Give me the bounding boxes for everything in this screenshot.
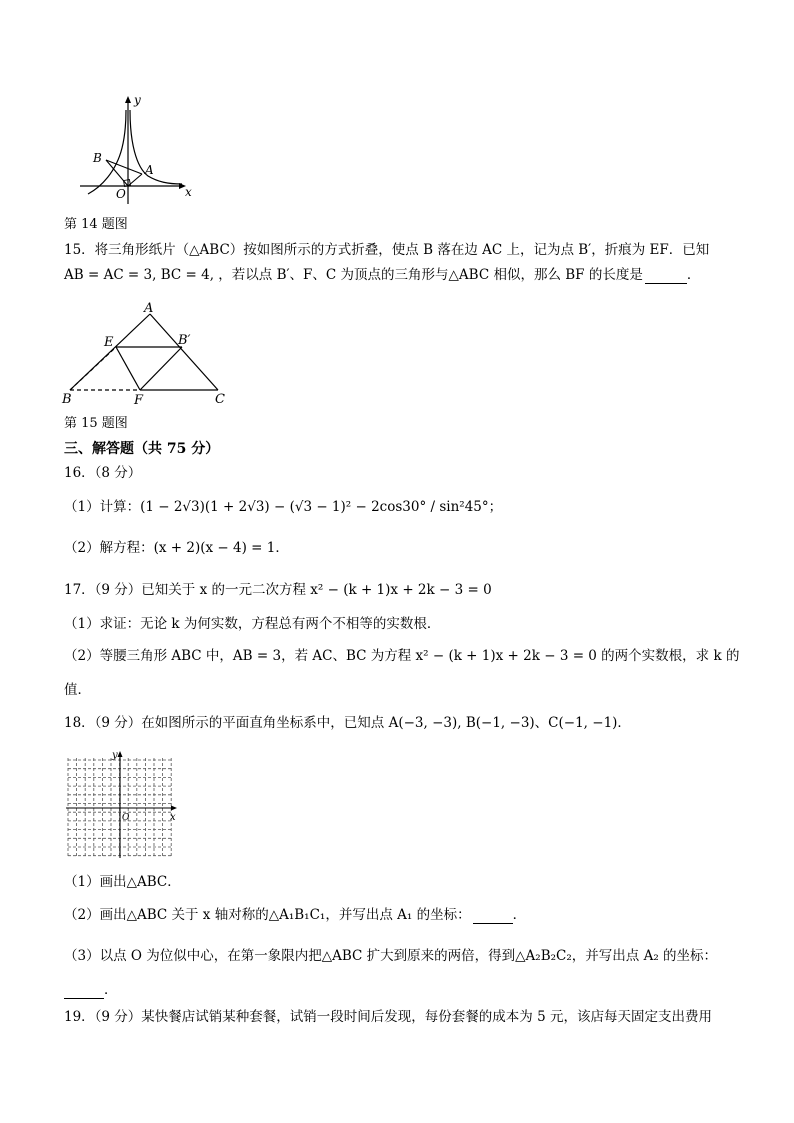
fig14-y-arrow	[125, 96, 131, 103]
q18-coordinate-grid	[62, 748, 180, 862]
figure-15	[60, 300, 236, 408]
fig15-label-e: E	[104, 335, 114, 350]
q18-x-arrow	[171, 806, 177, 811]
fig14-caption: 第 14 题图	[64, 217, 128, 232]
q18-grid-x-label: x	[170, 812, 176, 823]
fig15-label-b-prime: B′	[178, 333, 191, 348]
q15-line-2-end: ．	[686, 267, 701, 283]
q15-line-2-text: AB = AC = 3, BC = 4, ，若以点 B′、F、C 为顶点的三角形与△ABC 相似，那么 BF 的长度是	[64, 267, 643, 283]
q17-header: 17．（9 分）已知关于 x 的一元二次方程 x² − (k + 1)x + 2k − 3 = 0	[64, 582, 492, 598]
fig14-point-b-label: B	[93, 151, 102, 165]
q18-part-2-text: （2）画出△ABC 关于 x 轴对称的△A₁B₁C₁，并写出点 A₁ 的坐标：	[64, 907, 471, 923]
q19-line-1: 19．（9 分）某快餐店试销某种套餐，试销一段时间后发现，每份套餐的成本为 5 元，该店每天固定支出费用	[64, 1009, 712, 1025]
q15-line-1: 15．将三角形纸片（△ABC）按如图所示的方式折叠，使点 B 落在边 AC 上，记为点 B′，折痕为 EF．已知	[64, 242, 710, 258]
q17-part-2-end: 值．	[64, 682, 91, 698]
fig15-caption: 第 15 题图	[64, 416, 128, 431]
q16-header: 16．（8 分）	[64, 465, 142, 481]
q18-part-3: （3）以点 O 为位似中心，在第一象限内把△ABC 扩大到原来的两倍，得到△A₂B₂C₂，并写出点 A₂ 的坐标：	[64, 948, 718, 964]
q18-part-2	[64, 906, 526, 924]
q18-part-3-end: ．	[104, 982, 118, 998]
q18-part-3-line-2	[64, 981, 118, 999]
fig14-y-label: y	[134, 93, 141, 107]
fig15-label-a: A	[144, 301, 154, 316]
fig15-label-c: C	[215, 392, 225, 407]
fig14-x-label: x	[185, 185, 192, 199]
q18-part-2-end: ．	[512, 907, 527, 923]
fig14-origin-label: O	[116, 187, 126, 201]
q18-part-1: （1）画出△ABC．	[64, 874, 181, 890]
q16-part-2: （2）解方程：(x + 2)(x − 4) = 1．	[64, 540, 289, 556]
q15-answer-blank	[645, 269, 687, 284]
q18-y-arrow	[118, 751, 123, 757]
fig15-label-b: B	[62, 392, 72, 407]
fig15-side-ac	[150, 314, 218, 390]
q17-part-1: （1）求证：无论 k 为何实数，方程总有两个不相等的实数根．	[64, 616, 441, 632]
q17-part-2: （2）等腰三角形 ABC 中，AB = 3，若 AC、BC 为方程 x² − (k + 1)x + 2k − 3 = 0 的两个实数根，求 k 的	[64, 648, 740, 664]
q18-header: 18．（9 分）在如图所示的平面直角坐标系中，已知点 A(−3, −3), B(−1, −3)、C(−1, −1)．	[64, 715, 631, 731]
fig14-point-a-label: A	[145, 163, 154, 177]
q18-part-3-blank	[64, 984, 104, 999]
figure-14	[76, 92, 200, 210]
q18-grid-origin-label: O	[122, 813, 130, 823]
fig15-label-f: F	[134, 393, 144, 408]
fig15-segment-ef	[116, 347, 140, 390]
q18-part-2-blank	[473, 909, 513, 924]
q16-part-1: （1）计算：(1 − 2√3)(1 + 2√3) − (√3 − 1)² − 2cos30° / sin²45°；	[64, 499, 503, 515]
q18-grid-y-label: y	[112, 750, 118, 761]
fig15-segment-fb-prime	[140, 347, 182, 390]
section-3-title: 三、解答题（共 75 分）	[64, 441, 220, 457]
q15-line-2	[64, 266, 700, 284]
